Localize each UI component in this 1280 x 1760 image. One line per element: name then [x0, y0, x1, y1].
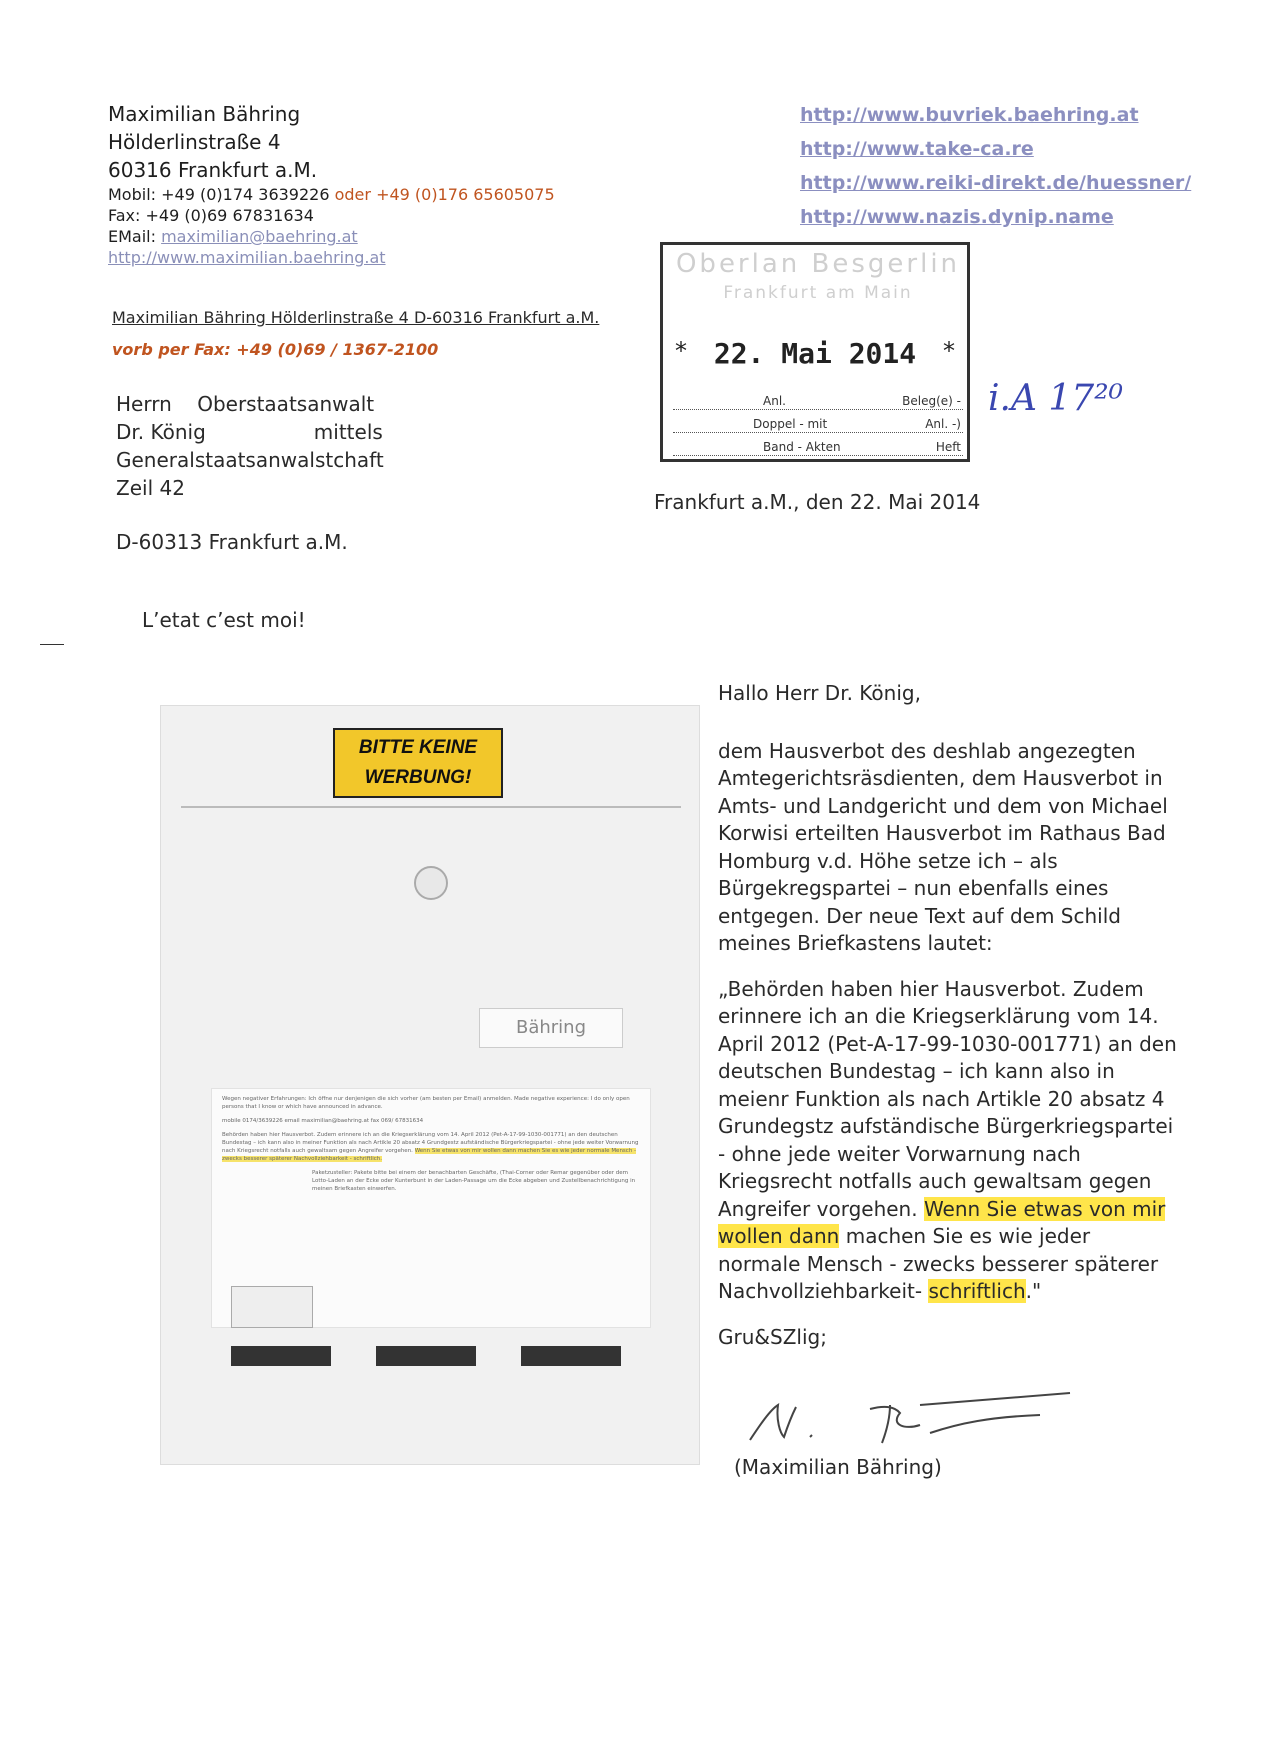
sender-block: [108, 100, 555, 268]
stamp-date: 22. Mai 2014: [713, 337, 917, 370]
sender-website: [108, 247, 555, 268]
stamp-star-left-icon: *: [675, 337, 687, 365]
recipient-line-2: Dr. König mittels: [116, 420, 383, 444]
sender-email: EMail: maximilian@baehring.at: [108, 227, 358, 246]
url-link-3[interactable]: http://www.reiki-direkt.de/huessner/: [800, 172, 1192, 194]
notice-paragraph-1: Wegen negativer Erfahrungen: Ich öffne nur denjenigen die sich vorher (am besten per Email) anmelden. Made negative experience: I do only open persons that I know or which have announced in advance.: [222, 1096, 630, 1110]
mailbox-lid-line: [181, 806, 681, 808]
dateline: Frankfurt a.M., den 22. Mai 2014: [654, 490, 981, 514]
handwritten-note: i.A 17²⁰: [988, 378, 1124, 419]
signature: [740, 1385, 1070, 1459]
letter-closing: Gru&SZlig;: [718, 1324, 827, 1349]
signature-name: (Maximilian Bähring): [734, 1455, 942, 1479]
notice-contact: mobile 0174/3639226 email maximilian@baehring.at fax 069/ 67831634: [222, 1118, 424, 1124]
mailbox-name-tag: Bähring: [479, 1008, 623, 1048]
letter-paragraph-1: dem Hausverbot des deshlab angezegten Amtegerichtsräsdienten, dem Hausverbot in Amts- und Landgericht und dem von Michael Korwisi erteilten Hausverbot im Rathaus Bad Homburg v.d. Höhe setze ich – als Bürgekregspartei – nun ebenfalls eines entgegen. Der neue Text auf dem Schild meines Briefkastens lautet:: [718, 738, 1168, 955]
sender-fax: Fax: +49 (0)69 67831634: [108, 206, 314, 225]
recipient-line-3: Generalstaatsanwalstchaft: [116, 448, 384, 472]
stamp-star-right-icon: *: [943, 337, 955, 365]
url-link-2[interactable]: http://www.take-ca.re: [800, 138, 1034, 160]
margin-dash: [40, 644, 64, 645]
mailbox-slot: [231, 1346, 331, 1366]
recipient-block: [116, 390, 384, 502]
letter-body: [718, 680, 1178, 1369]
stamp-row-2: Doppel - mit Anl. -): [673, 418, 963, 433]
url-link-1[interactable]: http://www.buvriek.baehring.at: [800, 104, 1139, 126]
recipient-line-4: Zeil 42: [116, 476, 185, 500]
url-link-4[interactable]: http://www.nazis.dynip.name: [800, 206, 1114, 228]
stamp-title: Oberlan Besgerlin: [675, 249, 961, 279]
return-address-line: Maximilian Bähring Hölderlinstraße 4 D-60316 Frankfurt a.M.: [112, 308, 600, 327]
sender-name: Maximilian Bähring: [108, 102, 301, 126]
sender-mobile: Mobil: +49 (0)174 3639226 oder +49 (0)176 65605075: [108, 185, 555, 204]
stamp-subtitle: Frankfurt am Main: [723, 283, 913, 303]
stamp-row-3: Band - Akten Heft: [673, 441, 963, 456]
highlight-2: schriftlich: [928, 1279, 1026, 1303]
mailbox-slot: [521, 1346, 621, 1366]
lock-icon: [414, 866, 448, 900]
notice-paragraph-3: Paketzusteller: Pakete bitte bei einem der benachbarten Geschäfte, (Thai-Corner oder Remar gegenüber oder dem Lotto-Laden an der Ecke oder Kunterbunt in der Laden-Passage um die Ecke abgeben und Zustellbenachrichtigung in meinen Briefkasten einwerfen.: [312, 1170, 636, 1192]
stamp-row-1: Anl. Beleg(e) -: [673, 395, 963, 410]
letter-quote: „Behörden haben hier Hausverbot. Zudem erinnere ich an die Kriegserklärung vom 14. April 2012 (Pet-A-17-99-1030-001771) an den deutschen Bundestag – ich kann also in meienr Funktion als nach Artikle 20 absatz 4 Grundegstz aufständische Bürgerkriegspartei - ohne jede weiter Vorwarnung nach Kriegsrecht notfalls auch gewaltsam gegen Angreifer vorgehen. Wenn Sie etwas von mir wollen dann machen Sie es wie jeder normale Mensch - zwecks besserer späterer Nachvollziehbarkeit- schriftlich.": [718, 976, 1177, 1303]
received-stamp: [660, 242, 970, 462]
notice-paragraph-2: Behörden haben hier Hausverbot. Zudem erinnere ich an die Kriegserklärung vom 14. April 2012 (Pet-A-17-99-1030-001771) an den deutschen Bundestag – ich kann also in meiner Funktion als nach Artikle 20 absatz 4 Grundgestz aufständische Bürgerkriegspartei - ohne jede weiter Vorwarnung nach Kriegsrecht notfalls auch gewaltsam gegen Angreifer vorgehen. Wenn Sie etwas von mir wollen dann machen Sie es wie jeder normale Mensch - zwecks besserer späterer Nachvollziehbarkeit - schriftlich.: [222, 1132, 639, 1162]
sender-street: Hölderlinstraße 4: [108, 130, 281, 154]
signature-scribble-icon: [740, 1385, 1070, 1455]
url-list: [800, 98, 1191, 234]
letter-greeting: Hallo Herr Dr. König,: [718, 681, 921, 705]
highlight-1: Wenn Sie etwas von mir wollen dann: [718, 1196, 1166, 1248]
motto: L’etat c’est moi!: [142, 608, 306, 632]
parcel-icon: [231, 1286, 313, 1328]
fax-note: vorb per Fax: +49 (0)69 / 1367-2100: [112, 340, 439, 359]
mailbox-photo: [160, 705, 700, 1465]
mailbox-slot: [376, 1346, 476, 1366]
website-link[interactable]: http://www.maximilian.baehring.at: [108, 248, 386, 267]
recipient-city: D-60313 Frankfurt a.M.: [116, 530, 348, 554]
no-advertising-sign: BITTE KEINE WERBUNG!: [333, 728, 503, 798]
recipient-line-1: Herrn Oberstaatsanwalt: [116, 392, 375, 416]
email-link[interactable]: maximilian@baehring.at: [161, 227, 358, 246]
sender-city: 60316 Frankfurt a.M.: [108, 158, 318, 182]
